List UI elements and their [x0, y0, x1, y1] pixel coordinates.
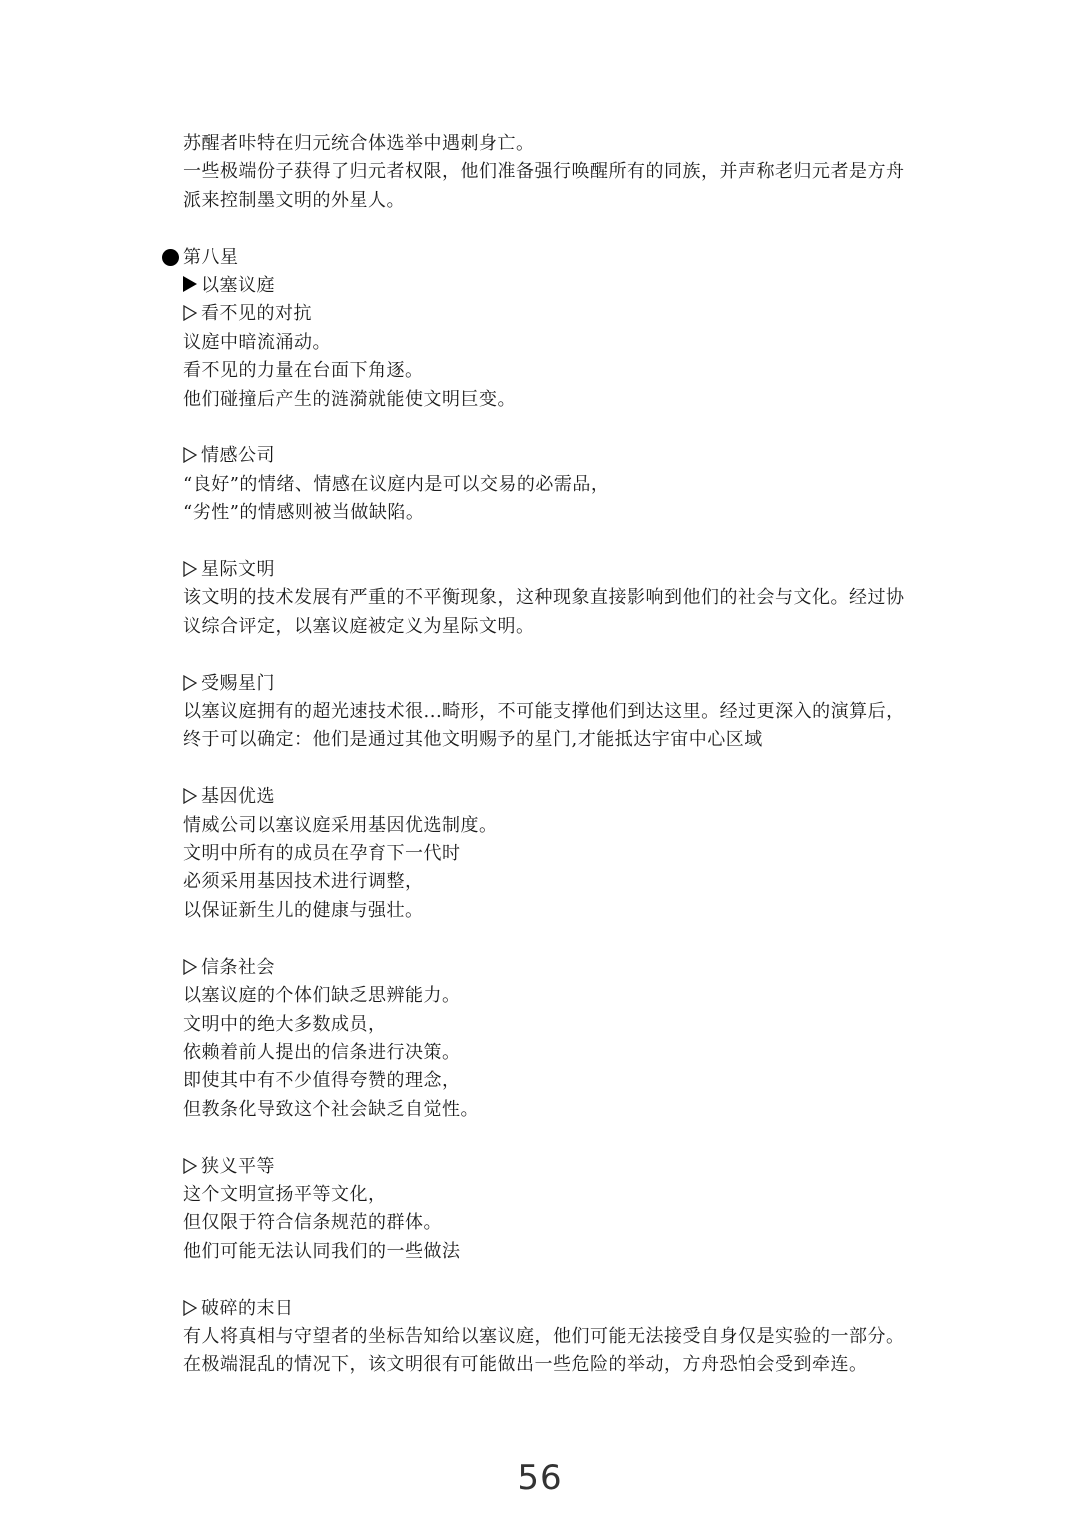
body-line: 但仅限于符合信条规范的群体。 [183, 1212, 442, 1234]
spacer [183, 414, 943, 442]
subsection [183, 783, 943, 925]
page-number: 56 [517, 1458, 563, 1498]
spacer [183, 1124, 943, 1152]
open-triangle-icon [183, 1158, 197, 1174]
body-line: 他们碰撞后产生的涟漪就能使文明巨变。 [183, 388, 516, 410]
subsection-heading [183, 783, 943, 811]
body-line: 终于可以确定：他们是通过其他文明赐予的星门,才能抵达宇宙中心区域 [183, 729, 763, 751]
subsection-heading [183, 442, 943, 470]
intro-line: 派来控制墨文明的外星人。 [183, 189, 405, 211]
subsection-title: 破碎的末日 [201, 1297, 294, 1319]
spacer [183, 755, 943, 783]
subsection-heading [183, 954, 943, 982]
body-line: 依赖着前人提出的信条进行决策。 [183, 1041, 461, 1063]
body-line: 看不见的力量在台面下角逐。 [183, 360, 424, 382]
open-triangle-icon [183, 561, 197, 577]
body-line: 该文明的技术发展有严重的不平衡现象，这种现象直接影响到他们的社会与文化。经过协 [183, 587, 905, 609]
subsection-title: 受赐星门 [201, 672, 275, 694]
spacer [183, 528, 943, 556]
body-line: 以塞议庭拥有的超光速技术很...畸形，不可能支撑他们到达这里。经过更深入的演算后， [183, 701, 905, 723]
spacer [183, 925, 943, 953]
subsection [183, 556, 943, 641]
chapter-title: 第八星 [183, 246, 239, 268]
subsection [183, 1153, 943, 1267]
body-line: 文明中所有的成员在孕育下一代时 [183, 843, 461, 865]
chapter-heading [183, 244, 943, 272]
intro-line: 苏醒者咔特在归元统合体选举中遇刺身亡。 [183, 133, 535, 154]
body-line: 这个文明宣扬平等文化， [183, 1183, 387, 1205]
subsection-heading [183, 1153, 943, 1181]
open-triangle-icon [183, 1300, 197, 1316]
subsection-title: 星际文明 [201, 559, 275, 581]
subsection-title: 狭义平等 [201, 1155, 275, 1177]
body-line: 他们可能无法认同我们的一些做法 [183, 1240, 461, 1262]
subsection-title: 看不见的对抗 [201, 303, 312, 325]
page-content [183, 130, 943, 1380]
body-line: 情威公司以塞议庭采用基因优选制度。 [183, 814, 498, 836]
section-heading [183, 272, 943, 300]
intro-line: 一些极端份子获得了归元者权限，他们准备强行唤醒所有的同族，并声称老归元者是方舟 [183, 161, 905, 183]
open-triangle-icon [183, 447, 197, 463]
subsection-title: 信条社会 [201, 956, 275, 978]
section-title: 以塞议庭 [201, 275, 275, 297]
subsection-title: 基因优选 [201, 786, 275, 808]
body-line: 必须采用基因技术进行调整， [183, 871, 424, 893]
open-triangle-icon [183, 675, 197, 691]
body-line: 以保证新生儿的健康与强壮。 [183, 899, 424, 921]
filled-circle-icon [162, 249, 179, 266]
subsection-heading [183, 300, 943, 328]
body-line: “劣性”的情感则被当做缺陷。 [183, 502, 425, 524]
open-triangle-icon [183, 305, 197, 321]
body-line: 议庭中暗流涌动。 [183, 331, 331, 353]
subsection [183, 670, 943, 755]
subsection [183, 954, 943, 1124]
open-triangle-icon [183, 788, 197, 804]
body-line: 文明中的绝大多数成员， [183, 1013, 387, 1035]
intro-paragraph [183, 130, 943, 215]
body-line: 但教条化导致这个社会缺乏自觉性。 [183, 1098, 479, 1120]
subsection-heading [183, 1295, 943, 1323]
spacer [183, 641, 943, 669]
subsection-heading [183, 670, 943, 698]
filled-triangle-icon [183, 276, 197, 292]
subsection [183, 1295, 943, 1380]
body-line: 有人将真相与守望者的坐标告知给以塞议庭，他们可能无法接受自身仅是实验的一部分。 [183, 1325, 905, 1347]
subsection [183, 442, 943, 527]
open-triangle-icon [183, 959, 197, 975]
body-line: 在极端混乱的情况下，该文明很有可能做出一些危险的举动，方舟恐怕会受到牵连。 [183, 1354, 868, 1376]
subsection [183, 300, 943, 414]
spacer [183, 1266, 943, 1294]
spacer [183, 215, 943, 243]
subsection-heading [183, 556, 943, 584]
body-line: 即使其中有不少值得夸赞的理念， [183, 1070, 461, 1092]
body-line: “良好”的情绪、情感在议庭内是可以交易的必需品， [183, 473, 610, 495]
body-line: 以塞议庭的个体们缺乏思辨能力。 [183, 985, 461, 1007]
subsection-title: 情感公司 [201, 445, 275, 467]
body-line: 议综合评定，以塞议庭被定义为星际文明。 [183, 615, 535, 637]
